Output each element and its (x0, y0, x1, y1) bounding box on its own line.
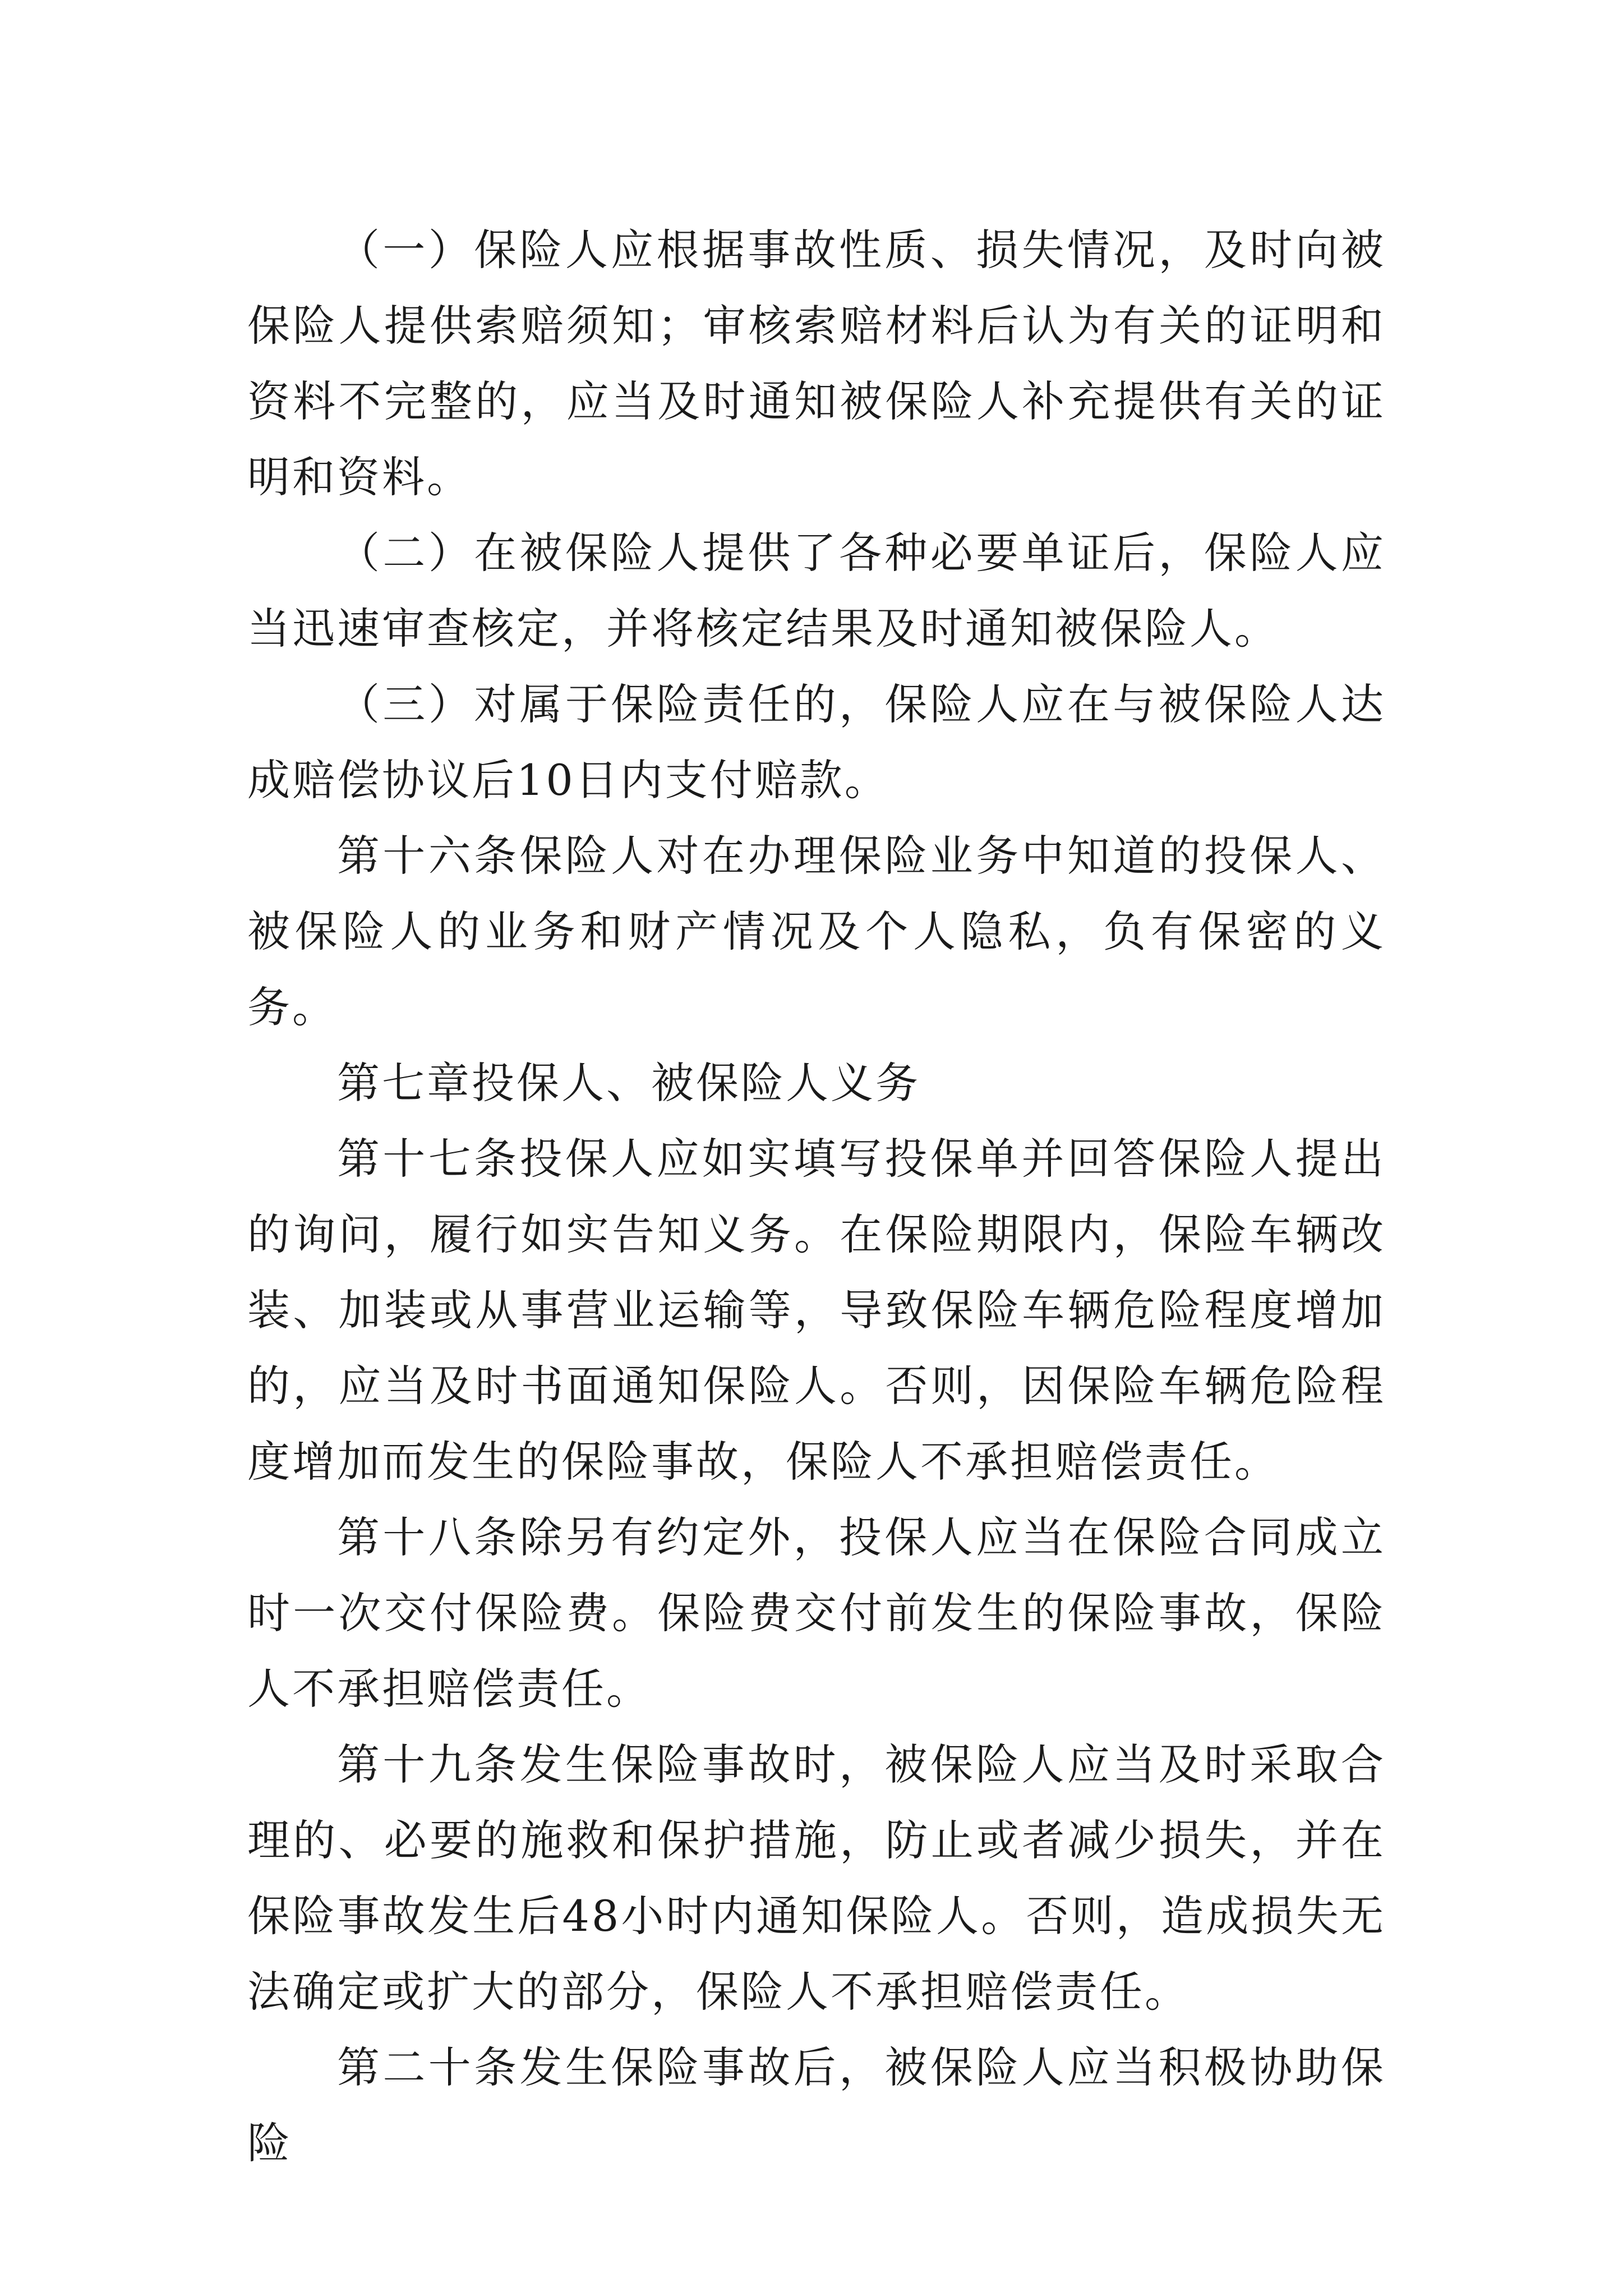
paragraph-clause-2: （二）在被保险人提供了各种必要单证后，保险人应当迅速审查核定，并将核定结果及时通知被保险人。 (247, 528, 1386, 654)
chapter-heading: 第七章投保人、被保险人义务 (337, 1058, 920, 1108)
document-body (247, 212, 1386, 2181)
paragraph-article-16: 第十六条保险人对在办理保险业务中知道的投保人、被保险人的业务和财产情况及个人隐私，负有保密的义务。 (247, 831, 1386, 1032)
paragraph-article-20: 第二十条发生保险事故后，被保险人应当积极协助保险 (247, 2042, 1386, 2168)
paragraph-article-18: 第十八条除另有约定外，投保人应当在保险合同成立时一次交付保险费。保险费交付前发生的保险事故，保险人不承担赔偿责任。 (247, 1512, 1386, 1714)
paragraph-article-17: 第十七条投保人应如实填写投保单并回答保险人提出的询问，履行如实告知义务。在保险期限内，保险车辆改装、加装或从事营业运输等，导致保险车辆危险程度增加的，应当及时书面通知保险人。否则，因保险车辆危险程度增加而发生的保险事故，保险人不承担赔偿责任。 (247, 1134, 1386, 1487)
paragraph-clause-1: （一）保险人应根据事故性质、损失情况，及时向被保险人提供索赔须知；审核索赔材料后认为有关的证明和资料不完整的，应当及时通知被保险人补充提供有关的证明和资料。 (247, 225, 1386, 502)
paragraph-article-19: 第十九条发生保险事故时，被保险人应当及时采取合理的、必要的施救和保护措施，防止或者减少损失，并在保险事故发生后48小时内通知保险人。否则，造成损失无法确定或扩大的部分，保险人不承担赔偿责任。 (247, 1740, 1386, 2017)
paragraph-clause-3: （三）对属于保险责任的，保险人应在与被保险人达成赔偿协议后10日内支付赔款。 (247, 679, 1386, 805)
